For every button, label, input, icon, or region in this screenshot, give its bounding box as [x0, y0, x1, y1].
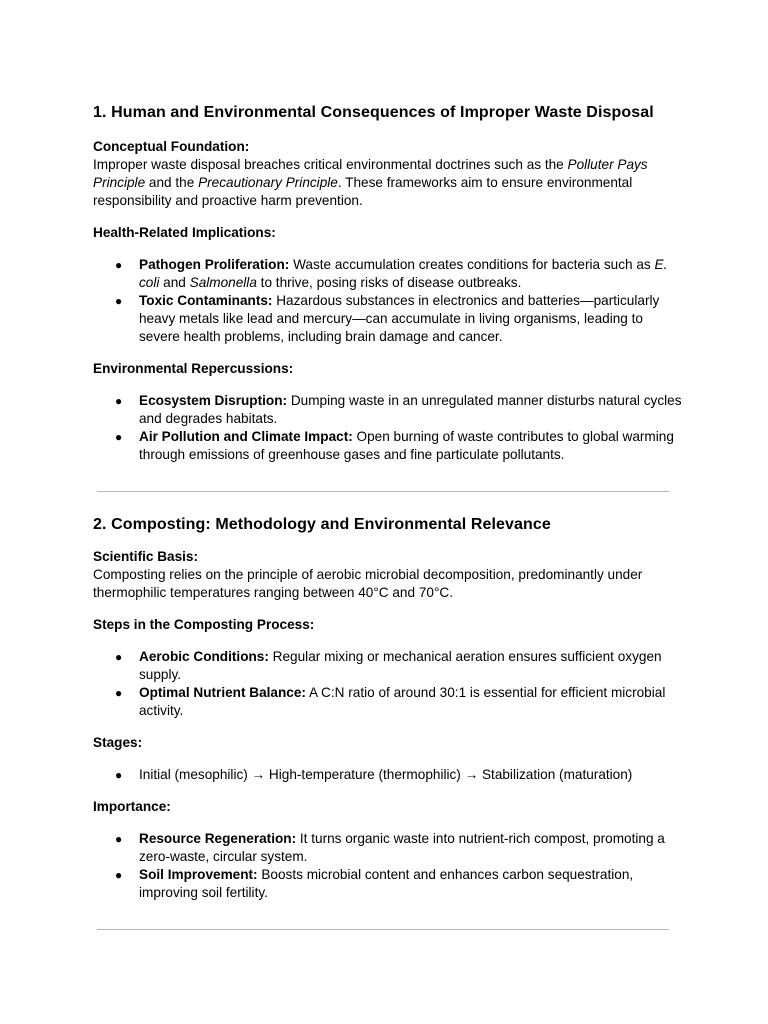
stages-label: Stages: — [93, 735, 143, 750]
bullet-icon: ● — [115, 394, 123, 408]
conceptual-foundation-text: Improper waste disposal breaches critical environmental doctrines such as the Polluter Pays Principle and the Precautionary Principle. These frameworks aim to ensure environmental responsibility and proactive harm prevention. — [93, 157, 648, 208]
scientific-basis-text: Composting relies on the principle of aerobic microbial decomposition, predominantly under thermophilic temperatures ranging between 40°C and 70°C. — [93, 567, 643, 600]
bullet-icon: ● — [115, 650, 123, 664]
section-2 — [93, 512, 683, 902]
scientific-basis-label: Scientific Basis: — [93, 549, 199, 564]
list-item: ● Pathogen Proliferation: Waste accumulation creates conditions for bacteria such as E. coli and Salmonella to thrive, posing risks of disease outbreaks. — [115, 257, 668, 290]
conceptual-foundation-label: Conceptual Foundation: — [93, 139, 250, 154]
bullet-icon: ● — [115, 832, 123, 846]
composting-steps-list — [93, 648, 683, 720]
composting-steps-label: Steps in the Composting Process: — [93, 617, 315, 632]
bullet-icon: ● — [115, 258, 123, 272]
list-item: ● Aerobic Conditions: Regular mixing or mechanical aeration ensures sufficient oxygen supply. — [115, 649, 662, 682]
list-item: ● Initial (mesophilic) → High-temperature (thermophilic) → Stabilization (maturation) — [115, 767, 633, 782]
list-item: ● Optimal Nutrient Balance: A C:N ratio of around 30:1 is essential for efficient microbial activity. — [115, 685, 666, 718]
list-item: ● Resource Regeneration: It turns organic waste into nutrient-rich compost, promoting a zero-waste, circular system. — [115, 831, 665, 864]
section-1 — [93, 100, 683, 464]
environmental-repercussions-label: Environmental Repercussions: — [93, 361, 294, 376]
bullet-icon: ● — [115, 868, 123, 882]
stages-list — [93, 766, 683, 784]
bullet-icon: ● — [115, 294, 123, 308]
health-implications-list — [93, 256, 683, 346]
section-1-title: 1. Human and Environmental Consequences of Improper Waste Disposal — [93, 104, 654, 121]
section-divider — [97, 929, 669, 930]
importance-list — [93, 830, 683, 902]
bullet-icon: ● — [115, 768, 123, 782]
section-2-title: 2. Composting: Methodology and Environmental Relevance — [93, 516, 551, 533]
list-item: ● Air Pollution and Climate Impact: Open burning of waste contributes to global warming through emissions of greenhouse gases and fine particulate pollutants. — [115, 429, 674, 462]
section-divider — [97, 491, 669, 492]
list-item: ● Soil Improvement: Boosts microbial content and enhances carbon sequestration, improving soil fertility. — [115, 867, 634, 900]
importance-label: Importance: — [93, 799, 171, 814]
health-implications-label: Health-Related Implications: — [93, 225, 276, 240]
environmental-repercussions-list — [93, 392, 683, 464]
bullet-icon: ● — [115, 686, 123, 700]
list-item: ● Ecosystem Disruption: Dumping waste in an unregulated manner disturbs natural cycles and degrades habitats. — [115, 393, 682, 426]
list-item: ● Toxic Contaminants: Hazardous substances in electronics and batteries—particularly heavy metals like lead and mercury—can accumulate in living organisms, leading to severe health problems, including brain damage and cancer. — [115, 293, 660, 344]
document-page — [93, 100, 683, 930]
bullet-icon: ● — [115, 430, 123, 444]
